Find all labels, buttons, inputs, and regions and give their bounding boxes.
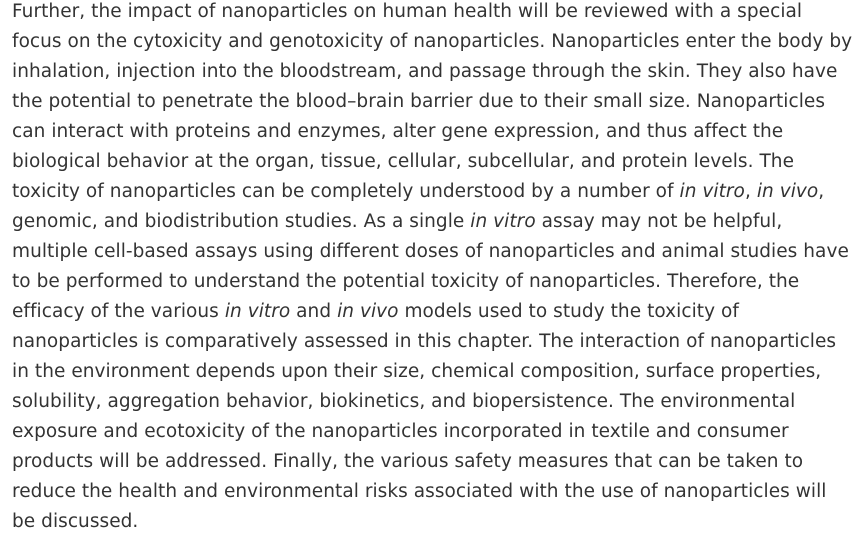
text-run: nanoparticles is comparatively assessed in this chapter. The interaction of nanoparticles bbox=[12, 331, 837, 352]
text-line bbox=[12, 147, 794, 177]
text-line bbox=[12, 87, 825, 117]
text-run: reduce the health and environmental risks associated with the use of nanoparticles will bbox=[12, 481, 827, 502]
text-line bbox=[12, 297, 739, 327]
text-run: can interact with proteins and enzymes, alter gene expression, and thus affect the bbox=[12, 121, 784, 142]
text-line bbox=[12, 207, 782, 237]
text-line bbox=[12, 507, 138, 537]
text-run: inhalation, injection into the bloodstream, and passage through the skin. They also have bbox=[12, 61, 838, 82]
text-line bbox=[12, 417, 789, 447]
text-run: focus on the cytoxicity and genotoxicity of nanoparticles. Nanoparticles enter the body by bbox=[12, 31, 853, 52]
text-line bbox=[12, 117, 783, 147]
text-run: models used to study the toxicity of bbox=[398, 301, 739, 322]
text-run: multiple cell-based assays using different doses of nanoparticles and animal studies have bbox=[12, 241, 849, 262]
text-run: assay may not be helpful, bbox=[535, 211, 783, 232]
text-run: to be performed to understand the potential toxicity of nanoparticles. Therefore, the bbox=[12, 271, 800, 292]
text-run: Further, the impact of nanoparticles on human health will be reviewed with a special bbox=[12, 1, 803, 22]
text-line bbox=[12, 267, 799, 297]
text-line bbox=[12, 477, 827, 507]
text-line bbox=[12, 57, 837, 87]
text-run: in the environment depends upon their size, chemical composition, surface properties, bbox=[12, 361, 822, 382]
text-run: , bbox=[818, 181, 825, 202]
italic-term: in vitro bbox=[224, 301, 291, 322]
text-run: and bbox=[290, 301, 338, 322]
text-run: toxicity of nanoparticles can be completely understood by a number of bbox=[12, 181, 680, 202]
text-run: solubility, aggregation behavior, biokinetics, and biopersistence. The environmental bbox=[12, 391, 796, 412]
text-run: products will be addressed. Finally, the various safety measures that can be taken to bbox=[12, 451, 804, 472]
text-run: genomic, and biodistribution studies. As a single bbox=[12, 211, 471, 232]
text-run: the potential to penetrate the blood–brain barrier due to their small size. Nanoparticles bbox=[12, 91, 826, 112]
text-line bbox=[12, 357, 821, 387]
text-line bbox=[12, 327, 836, 357]
text-line bbox=[12, 27, 852, 57]
text-run: , bbox=[744, 181, 757, 202]
text-run: be discussed. bbox=[12, 511, 139, 532]
italic-term: in vivo bbox=[756, 181, 819, 202]
italic-term: in vitro bbox=[470, 211, 536, 232]
italic-term: in vitro bbox=[679, 181, 745, 202]
text-run: efficacy of the various bbox=[12, 301, 225, 322]
text-run: exposure and ecotoxicity of the nanoparticles incorporated in textile and consumer bbox=[12, 421, 789, 442]
text-line bbox=[12, 0, 802, 27]
italic-term: in vivo bbox=[337, 301, 399, 322]
text-line bbox=[12, 447, 803, 477]
text-line bbox=[12, 237, 849, 267]
text-line bbox=[12, 177, 824, 207]
text-run: biological behavior at the organ, tissue, cellular, subcellular, and protein levels. The bbox=[12, 151, 795, 172]
text-line bbox=[12, 387, 795, 417]
